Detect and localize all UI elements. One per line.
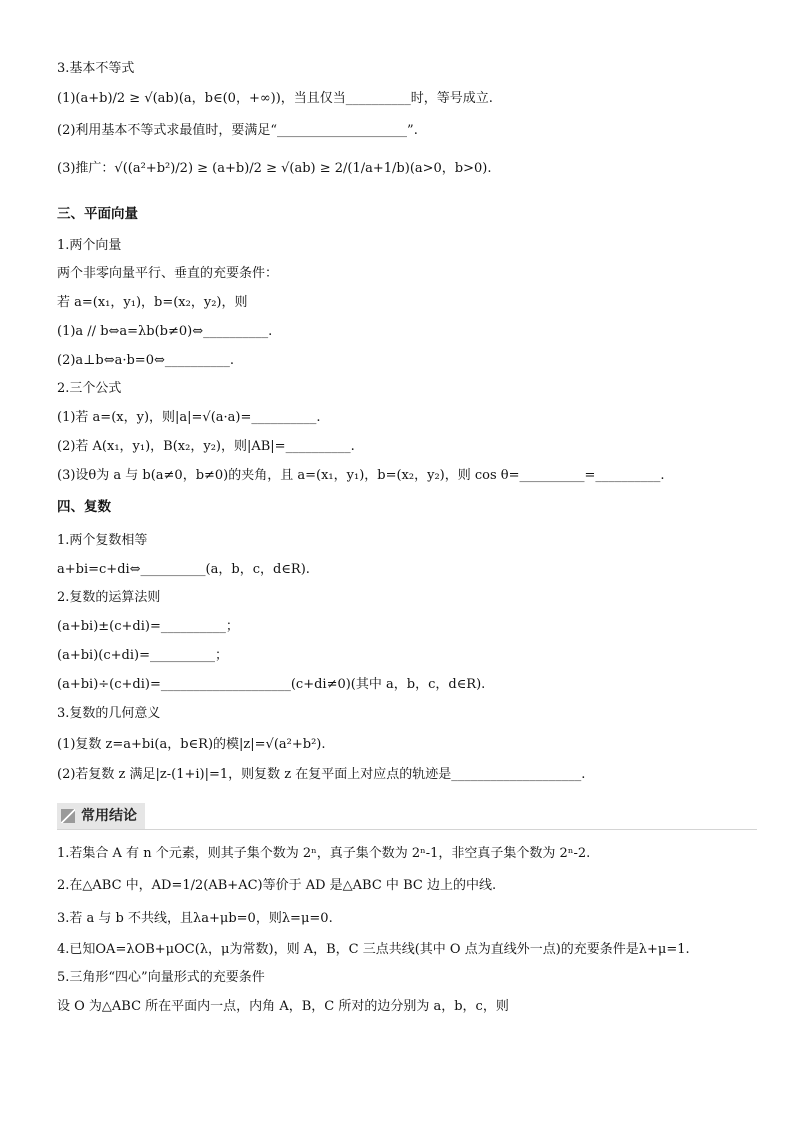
- text-line-s3-1: (1)(a+b)/2 ≥ √(ab)(a，b∈(0，+∞))，当且仅当__________时，等号成立.: [57, 91, 493, 106]
- section-header-title: 常用结论: [81, 808, 137, 824]
- text-line-s3-2: (2)利用基本不等式求最值时，要满足“____________________”.: [57, 123, 418, 138]
- text-line-s3-3: (3)推广：√((a²+b²)/2) ≥ (a+b)/2 ≥ √(ab) ≥ 2/(1/a+1/b)(a>0，b>0).: [57, 161, 492, 176]
- text-line-h3: 三、平面向量: [57, 206, 138, 222]
- text-line-v1: 1.两个向量: [57, 238, 122, 253]
- text-line-v2a: (1)若 a=(x，y)，则|a|=√(a·a)=__________.: [57, 410, 321, 425]
- text-line-c1: 1.两个复数相等: [57, 533, 148, 548]
- text-line-r4: 4.已知OA=λOB+μOC(λ，μ为常数)，则 A，B，C 三点共线(其中 O 点为直线外一点)的充要条件是λ+μ=1.: [57, 942, 690, 957]
- text-line-v1a: 两个非零向量平行、垂直的充要条件：: [57, 266, 279, 281]
- text-line-c3b: (2)若复数 z 满足|z-(1+i)|=1，则复数 z 在复平面上对应点的轨迹是____________________.: [57, 767, 586, 782]
- section-header-common-conclusions: [57, 803, 145, 829]
- text-line-v1d: (2)a⊥b⇔a·b=0⇔__________.: [57, 353, 234, 368]
- text-line-v1c: (1)a // b⇔a=λb(b≠0)⇔__________.: [57, 324, 273, 339]
- text-line-v2b: (2)若 A(x₁，y₁)，B(x₂，y₂)，则|AB|=__________.: [57, 439, 355, 454]
- text-line-c2c: (a+bi)÷(c+di)=____________________(c+di≠0)(其中 a，b，c，d∈R).: [57, 677, 486, 692]
- text-line-c2a: (a+bi)±(c+di)=__________；: [57, 619, 239, 634]
- text-line-r1: 1.若集合 A 有 n 个元素，则其子集个数为 2ⁿ，真子集个数为 2ⁿ-1，非空真子集个数为 2ⁿ-2.: [57, 846, 591, 861]
- text-line-r5: 5.三角形“四心”向量形式的充要条件: [57, 970, 265, 985]
- text-line-c3a: (1)复数 z=a+bi(a，b∈R)的模|z|=√(a²+b²).: [57, 737, 326, 752]
- text-line-c1a: a+bi=c+di⇔__________(a，b，c，d∈R).: [57, 562, 310, 577]
- text-line-r5a: 设 O 为△ABC 所在平面内一点，内角 A，B，C 所对的边分别为 a，b，c，则: [57, 999, 509, 1014]
- text-line-v2c: (3)设θ为 a 与 b(a≠0，b≠0)的夹角，且 a=(x₁，y₁)，b=(x₂，y₂)，则 cos θ=__________=__________.: [57, 468, 665, 483]
- text-line-c2: 2.复数的运算法则: [57, 590, 161, 605]
- text-line-r2: 2.在△ABC 中，AD=1/2(AB+AC)等价于 AD 是△ABC 中 BC 边上的中线.: [57, 878, 497, 893]
- text-line-s3-title: 3.基本不等式: [57, 61, 135, 76]
- text-line-c3: 3.复数的几何意义: [57, 706, 161, 721]
- text-line-r3: 3.若 a 与 b 不共线，且λa+μb=0，则λ=μ=0.: [57, 911, 333, 926]
- text-line-c2b: (a+bi)(c+di)=__________；: [57, 648, 228, 663]
- text-line-h4: 四、复数: [57, 499, 111, 515]
- text-line-v1b: 若 a=(x₁，y₁)，b=(x₂，y₂)，则: [57, 295, 248, 310]
- bookmark-icon: [61, 809, 75, 823]
- text-line-v2: 2.三个公式: [57, 381, 122, 396]
- section-divider: [57, 829, 757, 830]
